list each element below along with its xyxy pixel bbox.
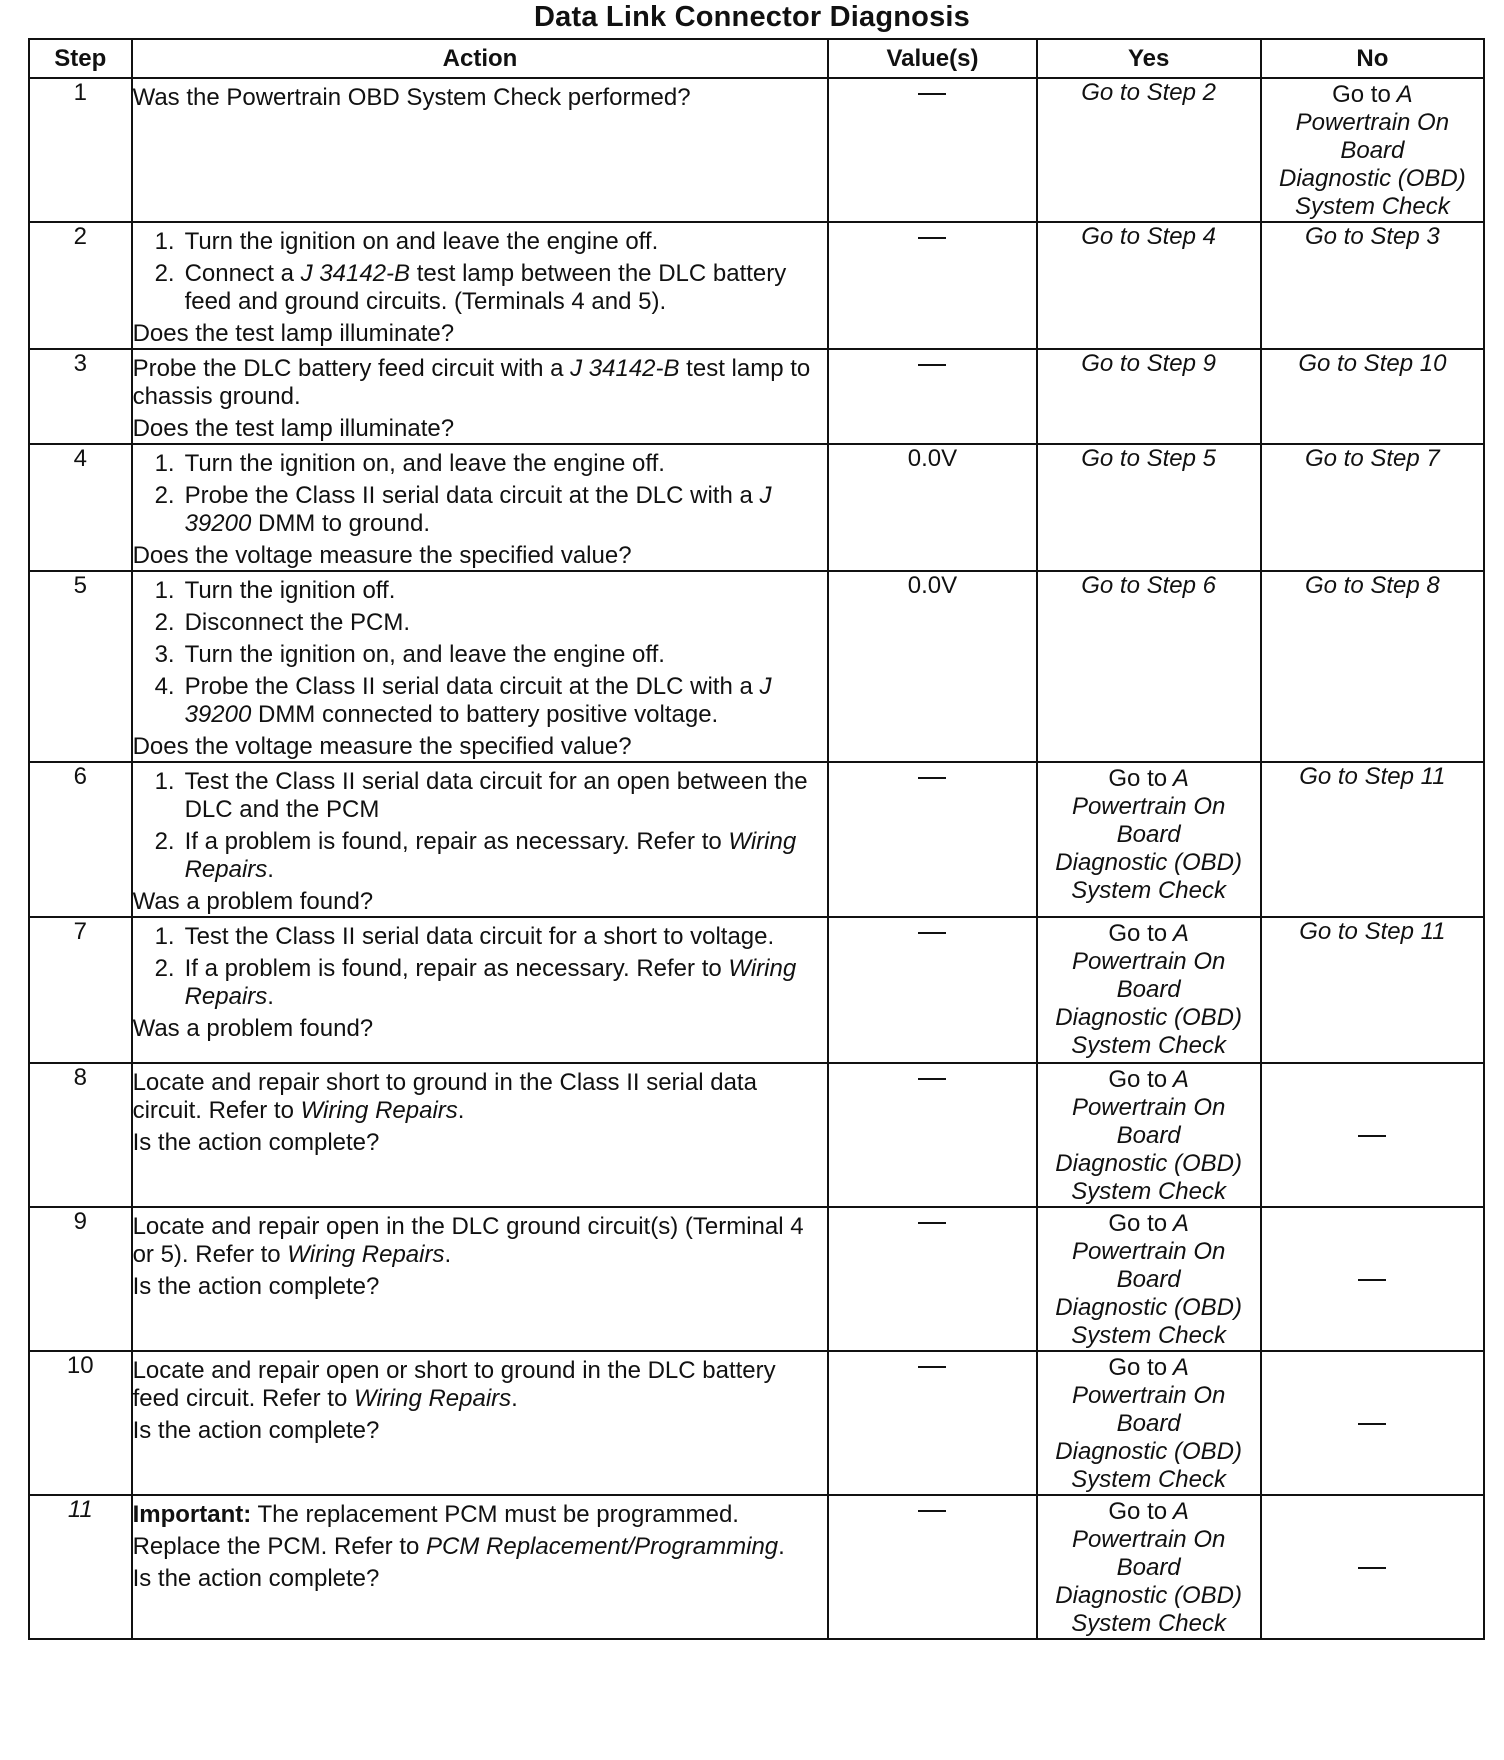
action-cell [132,1495,829,1639]
header-step: Step [29,39,132,78]
action-text: Is the action complete? [132,1417,380,1444]
yes-link-text[interactable]: Go to Step 9 [1081,350,1217,377]
header-action: Action [132,39,829,78]
value-text: 0.0V [907,572,958,599]
action-cell [132,762,829,917]
step-number: 10 [66,1352,94,1379]
action-question: Does the voltage measure the specified value? [132,542,632,569]
value-cell [828,762,1036,917]
numbered-step-index: 1. [154,577,175,604]
step-number: 4 [73,445,87,472]
step-cell [29,1207,132,1351]
numbered-step-text: Disconnect the PCM. [184,609,410,636]
action-cell [132,78,829,222]
value-dash [918,777,946,779]
table-row [29,349,1484,444]
no-cell [1261,1063,1484,1207]
yes-link-text[interactable]: Go to Step 2 [1081,79,1217,106]
step-number: 7 [73,918,87,945]
yes-link-text[interactable]: Go to A Powertrain On Board Diagnostic (OBD) System Check [1055,1498,1242,1637]
step-cell [29,571,132,762]
step-number: 6 [73,763,87,790]
numbered-step [155,482,828,538]
step-number: 9 [73,1208,87,1235]
table-row [29,917,1484,1063]
no-link-dash [1358,1279,1386,1281]
numbered-step-index: 2. [154,482,175,509]
no-link-text[interactable]: Go to Step 8 [1304,572,1440,599]
important-note [133,1501,828,1529]
step-number: 8 [73,1064,87,1091]
value-cell [828,349,1036,444]
numbered-step [155,955,828,1011]
no-link-text[interactable]: Go to Step 10 [1298,350,1447,377]
step-cell [29,917,132,1063]
action-cell [132,1207,829,1351]
numbered-step-text: Test the Class II serial data circuit for a short to voltage. [184,923,775,950]
numbered-step-text: Connect a J 34142-B test lamp between the DLC battery feed and ground circuits. (Terminals 4 and 5). [184,260,787,315]
step-number: 3 [73,350,87,377]
header-yes: Yes [1037,39,1261,78]
important-label: Important: [132,1501,252,1528]
step-cell [29,1351,132,1495]
value-dash [918,1510,946,1512]
step-number: 11 [67,1496,93,1523]
value-cell [828,1063,1036,1207]
header-no: No [1261,39,1484,78]
no-link-text[interactable]: Go to A Powertrain On Board Diagnostic (OBD) System Check [1279,81,1466,220]
numbered-step-text: Test the Class II serial data circuit for an open between the DLC and the PCM [184,768,808,823]
action-cell [132,1063,829,1207]
no-cell [1261,349,1484,444]
action-cell [132,571,829,762]
value-cell [828,444,1036,571]
numbered-step-text: Probe the Class II serial data circuit at the DLC with a J 39200 DMM connected to battery positive voltage. [184,673,772,728]
no-cell [1261,571,1484,762]
table-row [29,1351,1484,1495]
no-link-text[interactable]: Go to Step 3 [1304,223,1440,250]
table-row [29,1495,1484,1639]
table-row [29,762,1484,917]
yes-cell [1037,444,1261,571]
value-cell [828,78,1036,222]
numbered-step-text: Turn the ignition off. [184,577,396,604]
action-cell [132,1351,829,1495]
action-question: Does the test lamp illuminate? [132,320,455,347]
action-text: Probe the DLC battery feed circuit with a J 34142-B test lamp to chassis ground. [132,355,811,410]
numbered-step-text: If a problem is found, repair as necessary. Refer to Wiring Repairs. [184,828,797,883]
table-header-row [29,39,1484,78]
yes-link-text[interactable]: Go to Step 5 [1081,445,1217,472]
value-dash [918,1078,946,1080]
yes-link-text[interactable]: Go to A Powertrain On Board Diagnostic (OBD) System Check [1055,1210,1242,1349]
numbered-step-index: 1. [154,768,175,795]
numbered-step [155,641,828,669]
action-cell [132,917,829,1063]
action-question: Does the voltage measure the specified value? [132,733,632,760]
table-row [29,1207,1484,1351]
table-row [29,1063,1484,1207]
table-row [29,222,1484,349]
table-row [29,571,1484,762]
no-link-dash [1358,1567,1386,1569]
step-number: 5 [73,572,87,599]
step-number: 2 [73,223,87,250]
numbered-step-index: 2. [154,955,175,982]
yes-cell [1037,1351,1261,1495]
value-dash [918,1366,946,1368]
no-cell [1261,1207,1484,1351]
numbered-step-index: 4. [154,673,175,700]
yes-link-text[interactable]: Go to Step 6 [1081,572,1217,599]
action-text: Locate and repair open or short to ground in the DLC battery feed circuit. Refer to Wiring Repairs. [132,1357,776,1412]
no-cell [1261,762,1484,917]
action-text: Was the Powertrain OBD System Check performed? [132,84,691,111]
action-question: Was a problem found? [132,1015,374,1042]
yes-link-text[interactable]: Go to A Powertrain On Board Diagnostic (OBD) System Check [1055,765,1242,904]
no-cell [1261,917,1484,1063]
no-cell [1261,78,1484,222]
step-cell [29,762,132,917]
value-cell [828,1207,1036,1351]
no-cell [1261,1495,1484,1639]
yes-cell [1037,1495,1261,1639]
numbered-step-index: 1. [154,450,175,477]
no-link-dash [1358,1135,1386,1137]
numbered-step-index: 1. [154,923,175,950]
yes-cell [1037,1207,1261,1351]
numbered-step [155,768,828,824]
step-cell [29,1063,132,1207]
action-text: Replace the PCM. Refer to PCM Replacement/Programming. [132,1533,785,1560]
numbered-step-text: Turn the ignition on, and leave the engine off. [184,450,665,477]
page-title: Data Link Connector Diagnosis [533,1,971,33]
value-dash [918,364,946,366]
action-text: Is the action complete? [132,1129,380,1156]
value-dash [918,932,946,934]
diagnosis-table [28,38,1485,1640]
step-cell [29,349,132,444]
step-cell [29,222,132,349]
no-link-text[interactable]: Go to Step 11 [1299,763,1446,790]
yes-cell [1037,349,1261,444]
numbered-step-index: 2. [154,828,175,855]
numbered-step [155,577,828,605]
no-link-text[interactable]: Go to Step 11 [1299,918,1446,945]
action-text: Locate and repair short to ground in the Class II serial data circuit. Refer to Wiring Repairs. [132,1069,757,1124]
yes-cell [1037,78,1261,222]
action-cell [132,349,829,444]
step-number: 1 [73,79,87,106]
numbered-step-index: 3. [154,641,175,668]
numbered-step [155,228,828,256]
action-question: Was a problem found? [132,888,374,915]
numbered-step-index: 2. [154,260,175,287]
value-cell [828,1495,1036,1639]
table-row [29,78,1484,222]
numbered-step [155,673,828,729]
header-values: Value(s) [828,39,1036,78]
action-text: Locate and repair open in the DLC ground circuit(s) (Terminal 4 or 5). Refer to Wiring Repairs. [132,1213,804,1268]
numbered-step-text: Turn the ignition on and leave the engine off. [184,228,659,255]
value-text: 0.0V [907,445,958,472]
value-cell [828,222,1036,349]
value-cell [828,917,1036,1063]
no-link-dash [1358,1423,1386,1425]
numbered-step [155,450,828,478]
value-cell [828,1351,1036,1495]
numbered-step [155,923,828,951]
action-cell [132,222,829,349]
numbered-step [155,609,828,637]
action-cell [132,444,829,571]
numbered-step-text: If a problem is found, repair as necessary. Refer to Wiring Repairs. [184,955,797,1010]
numbered-step-index: 2. [154,609,175,636]
yes-link-text[interactable]: Go to A Powertrain On Board Diagnostic (OBD) System Check [1055,1354,1242,1493]
yes-link-text[interactable]: Go to Step 4 [1081,223,1217,250]
numbered-step-text: Probe the Class II serial data circuit at the DLC with a J 39200 DMM to ground. [184,482,772,537]
numbered-step-text: Turn the ignition on, and leave the engine off. [184,641,665,668]
yes-cell [1037,917,1261,1063]
step-cell [29,444,132,571]
value-dash [918,237,946,239]
table-row [29,444,1484,571]
yes-cell [1037,762,1261,917]
no-cell [1261,444,1484,571]
important-text: The replacement PCM must be programmed. [251,1501,739,1528]
no-link-text[interactable]: Go to Step 7 [1304,445,1440,472]
action-text: Does the test lamp illuminate? [132,415,455,442]
numbered-step-index: 1. [154,228,175,255]
action-text: Is the action complete? [132,1565,380,1592]
yes-cell [1037,222,1261,349]
value-cell [828,571,1036,762]
yes-cell [1037,1063,1261,1207]
step-cell [29,1495,132,1639]
numbered-step [155,828,828,884]
yes-cell [1037,571,1261,762]
yes-link-text[interactable]: Go to A Powertrain On Board Diagnostic (OBD) System Check [1055,1066,1242,1205]
value-dash [918,1222,946,1224]
numbered-step [155,260,828,316]
action-text: Is the action complete? [132,1273,380,1300]
yes-link-text[interactable]: Go to A Powertrain On Board Diagnostic (OBD) System Check [1055,920,1242,1059]
no-cell [1261,222,1484,349]
no-cell [1261,1351,1484,1495]
step-cell [29,78,132,222]
value-dash [918,93,946,95]
